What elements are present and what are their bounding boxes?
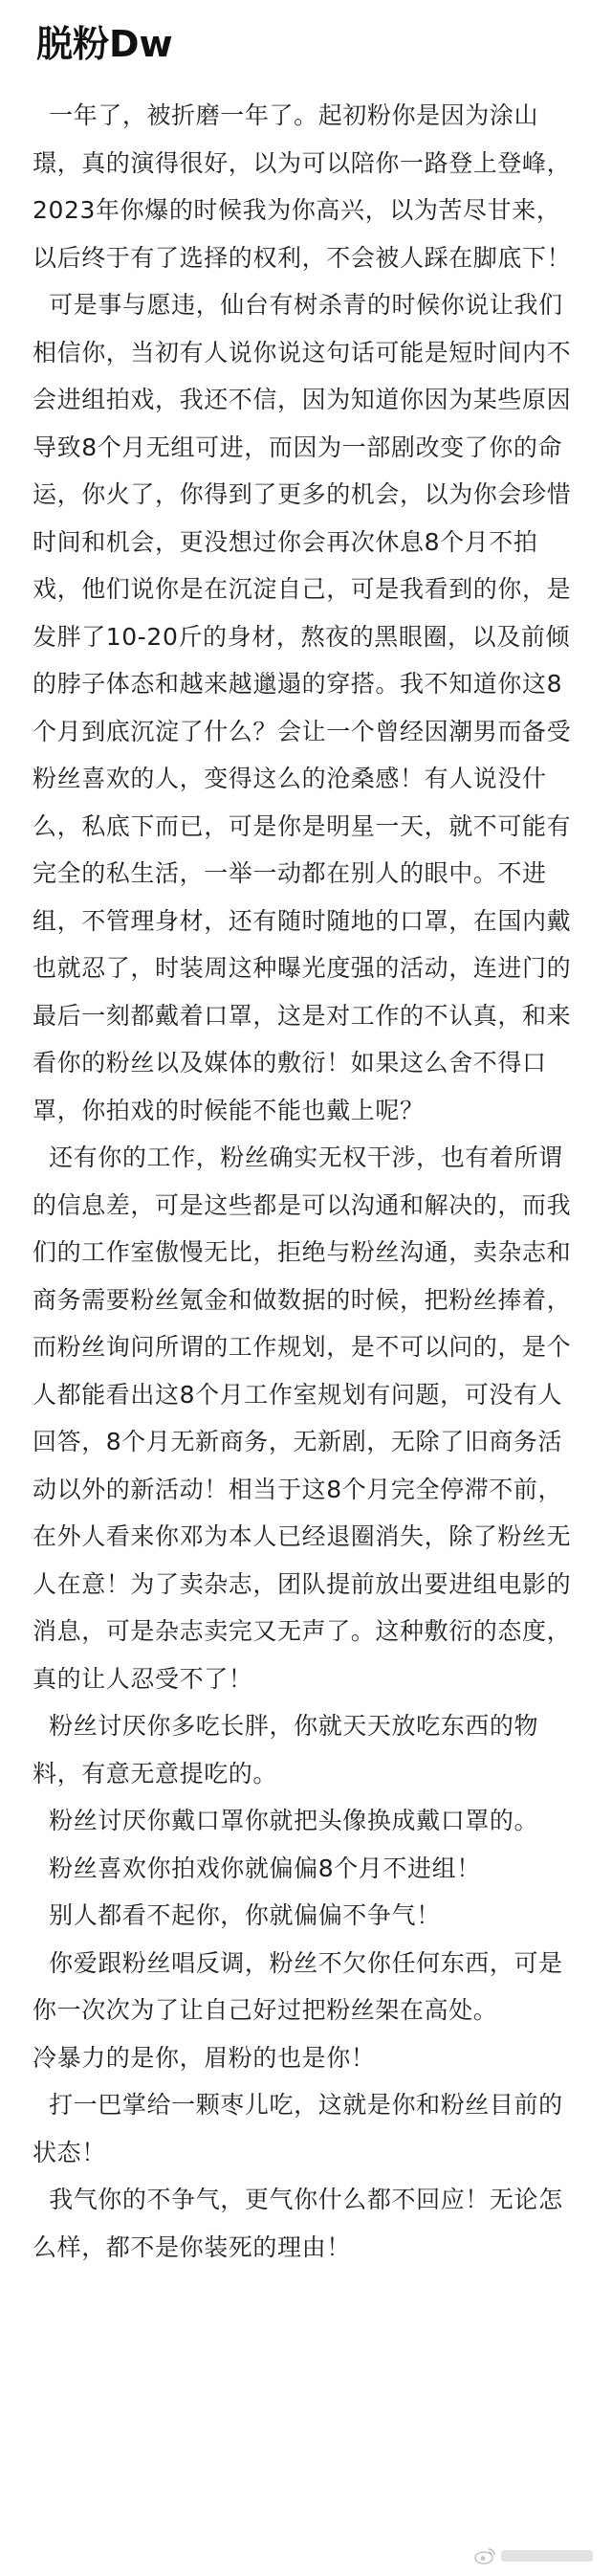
post-paragraph: 可是事与愿违，仙台有树杀青的时候你说让我们相信你，当初有人说你说这句话可能是短时间内不会进组拍戏，我还不信，因为知道你因为某些原因导致8个月无组可进，而因为一部剧改变了你的命运，你火了，你得到了更多的机会，以为你会珍惜时间和机会，更没想过你会再次休息8个月不拍戏，他们说你是在沉淀自己，可是我看到的你，是发胖了10-20斤的身材，熬夜的黑眼圈，以及前倾的脖子体态和越来越邋遢的穿搭。我不知道你这8个月到底沉淀了什么？会让一个曾经因潮男而备受粉丝喜欢的人，变得这么的沧桑感！有人说没什么，私底下而已，可是你是明星一天，就不可能有完全的私生活，一举一动都在别人的眼中。不进组，不管理身材，还有随时随地的口罩，在国内戴也就忍了，时装周这种曝光度强的活动，连进门的最后一刻都戴着口罩，这是对工作的不认真，和来看你的粉丝以及媒体的敷衍！如果这么舍不得口罩，你拍戏的时候能不能也戴上呢？ — [33, 291, 572, 1124]
watermark — [474, 2547, 593, 2565]
post-paragraph: 粉丝讨厌你戴口罩你就把头像换成戴口罩的。 — [33, 1807, 539, 1834]
post-paragraph: 粉丝讨厌你多吃长胖，你就天天放吃东西的物料，有意无意提吃的。 — [33, 1712, 539, 1788]
watermark-username-blurred — [501, 2550, 593, 2562]
post-paragraph: 还有你的工作，粉丝确实无权干涉，也有着所谓的信息差，可是这些都是可以沟通和解决的，而我们的工作室傲慢无比，拒绝与粉丝沟通，卖杂志和商务需要粉丝氪金和做数据的时候，把粉丝捧着，而粉丝询问所谓的工作规划，是不可以问的，是个人都能看出这8个月工作室规划有问题，可没有人回答，8个月无新商务，无新剧，无除了旧商务活动以外的新活动！相当于这8个月完全停滞不前，在外人看来你邓为本人已经退圈消失，除了粉丝无人在意！为了卖杂志，团队提前放出要进组电影的消息，可是杂志卖完又无声了。这种敷衍的态度，真的让人忍受不了！ — [33, 1144, 572, 1693]
post-paragraph: 我气你的不争气，更气你什么都不回应！无论怎么样，都不是你装死的理由！ — [33, 2186, 563, 2261]
weibo-logo-icon — [474, 2547, 495, 2565]
post-paragraph: 一年了，被折磨一年了。起初粉你是因为涂山璟，真的演得很好，以为可以陪你一路登上登峰，2023年你爆的时候我为你高兴，以为苦尽甘来，以后终于有了选择的权利，不会被人踩在脚底下！ — [33, 101, 572, 272]
post-paragraph: 你爱跟粉丝唱反调，粉丝不欠你任何东西，可是你一次次为了让自己好过把粉丝架在高处。 — [33, 1948, 563, 2024]
post-paragraph: 别人都看不起你，你就偏偏不争气！ — [33, 1901, 441, 1929]
post-paragraph: 冷暴力的是你，眉粉的也是你！ — [33, 2043, 376, 2072]
post-paragraph: 打一巴掌给一颗枣儿吃，这就是你和粉丝目前的状态！ — [33, 2091, 563, 2166]
post-body — [33, 92, 583, 2271]
post-paragraph: 粉丝喜欢你拍戏你就偏偏8个月不进组！ — [33, 1854, 481, 1882]
post-title: 脱粉Dw — [36, 23, 173, 65]
